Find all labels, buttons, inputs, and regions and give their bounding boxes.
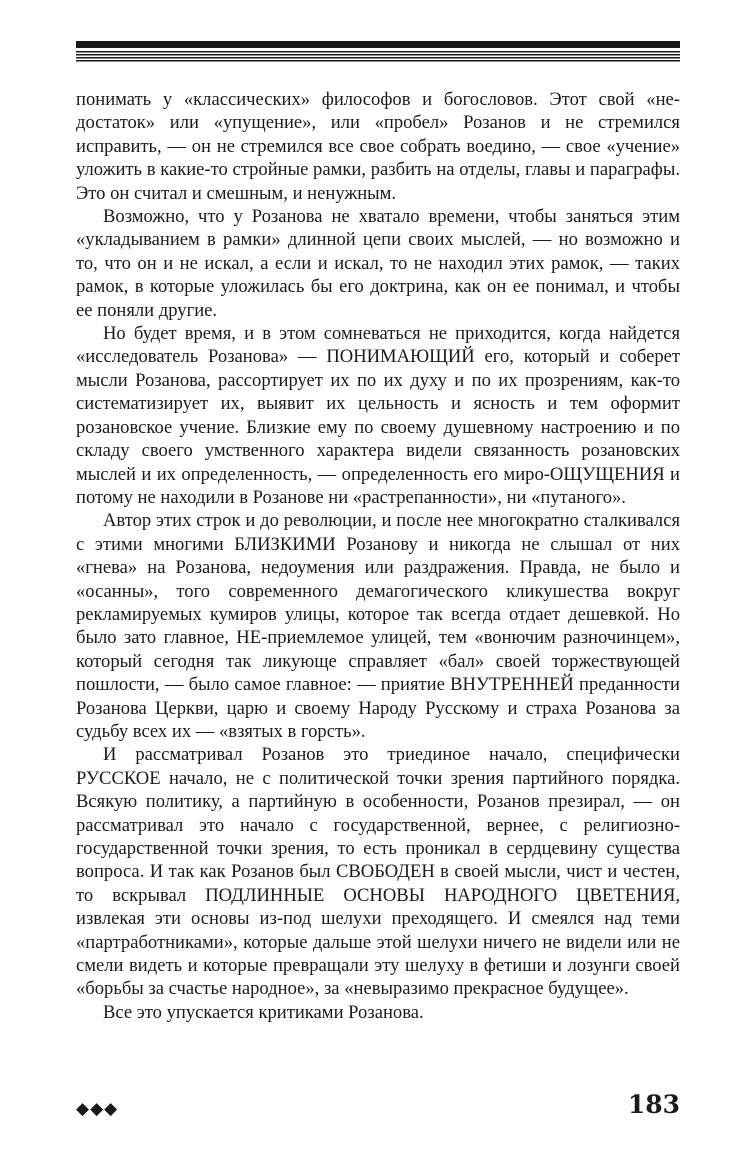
diamond-ornament-icon: ◆◆◆	[76, 1099, 119, 1119]
paragraph-4: Автор этих строк и до революции, и после нее многократно сталкивался с этими многими БЛИЗКИМИ Розанову и никогда не слышал от них «гнева» на Розанова, недоумения или раздражения. Правда, не было и «осанны», того современного демагогического кликушества вокруг рекламируемых кумиров улицы, которое так всегда отдает дешевкой. Но было зато главное, НЕ-приемлемое улицей, тем «вонючим разночинцем», который сегодня так ликующе справляет «бал» своей торжествующей пошлости, — было самое главное: — приятие ВНУТРЕННЕЙ преданности Розанова Церкви, царю и своему Народу Русскому и страха Розанова за судьбу всех их — «взятых в горсть».	[76, 510, 680, 742]
paragraph-2: Возможно, что у Розанова не хватало времени, чтобы заняться этим «укладыванием в рамки» длинной цепи своих мыслей, — но возможно и то, что он и не искал, а если и искал, то не находил этих рамок, — таких рамок, в которые уложилась бы его доктрина, как он ее понимал, и чтобы ее поняли другие.	[76, 206, 680, 321]
paragraph-1: понимать у «классических» философов и богословов. Этот свой «недостаток» или «упущение», или «пробел» Розанов и не стремился исправить, — он не стремился все свое собрать воедино, — свое «учение» уложить в какие-то стройные рамки, разбить на отделы, главы и параграфы. Это он считал и смешным, и ненужным.	[76, 89, 680, 204]
header-thick-rule	[76, 41, 680, 48]
paragraph-5: И рассматривал Розанов это триединое начало, специфически РУССКОЕ начало, не с политической точки зрения партийного порядка. Всякую политику, а партийную в особенности, Розанов презирал, — он рассматривал это начало с государственной, вернее, с религиозно-государственной точки зрения, то есть проникал в сердцевину существа вопроса. И так как Розанов был СВОБОДЕН в своей мысли, чист и честен, то вскрывал ПОДЛИННЫЕ ОСНОВЫ НАРОДНОГО ЦВЕТЕНИЯ, извлекая эти основы из-под шелухи преходящего. И смеялся над теми «партработниками», которые дальше этой шелухи ничего не видели или не смели видеть и которые превращали эту шелуху в фетиши и лозунги своей «борьбы за счастье народное», за «невыразимо прекрасное будущее».	[76, 744, 680, 1000]
body-text	[76, 88, 680, 1024]
paragraph-3: Но будет время, и в этом сомневаться не приходится, когда найдется «исследователь Розанова» — ПОНИМАЮЩИЙ его, который и соберет мысли Розанова, рассортирует их по их духу и по их прозрениям, как-то систематизирует их, выявит их цельность и ясность и тем оформит розановское учение. Близкие ему по своему душевному настроению и по складу своего умственного характера видели связанность розановских мыслей и их определенность, — определенность его миро-ОЩУЩЕНИЯ и потому не находили в Розанове ни «растрепанности», ни «путаного».	[76, 323, 680, 508]
paragraph-6: Все это упускается критиками Розанова.	[103, 1001, 424, 1023]
page-number: 183	[627, 1090, 680, 1119]
header-line-rule	[76, 51, 680, 63]
